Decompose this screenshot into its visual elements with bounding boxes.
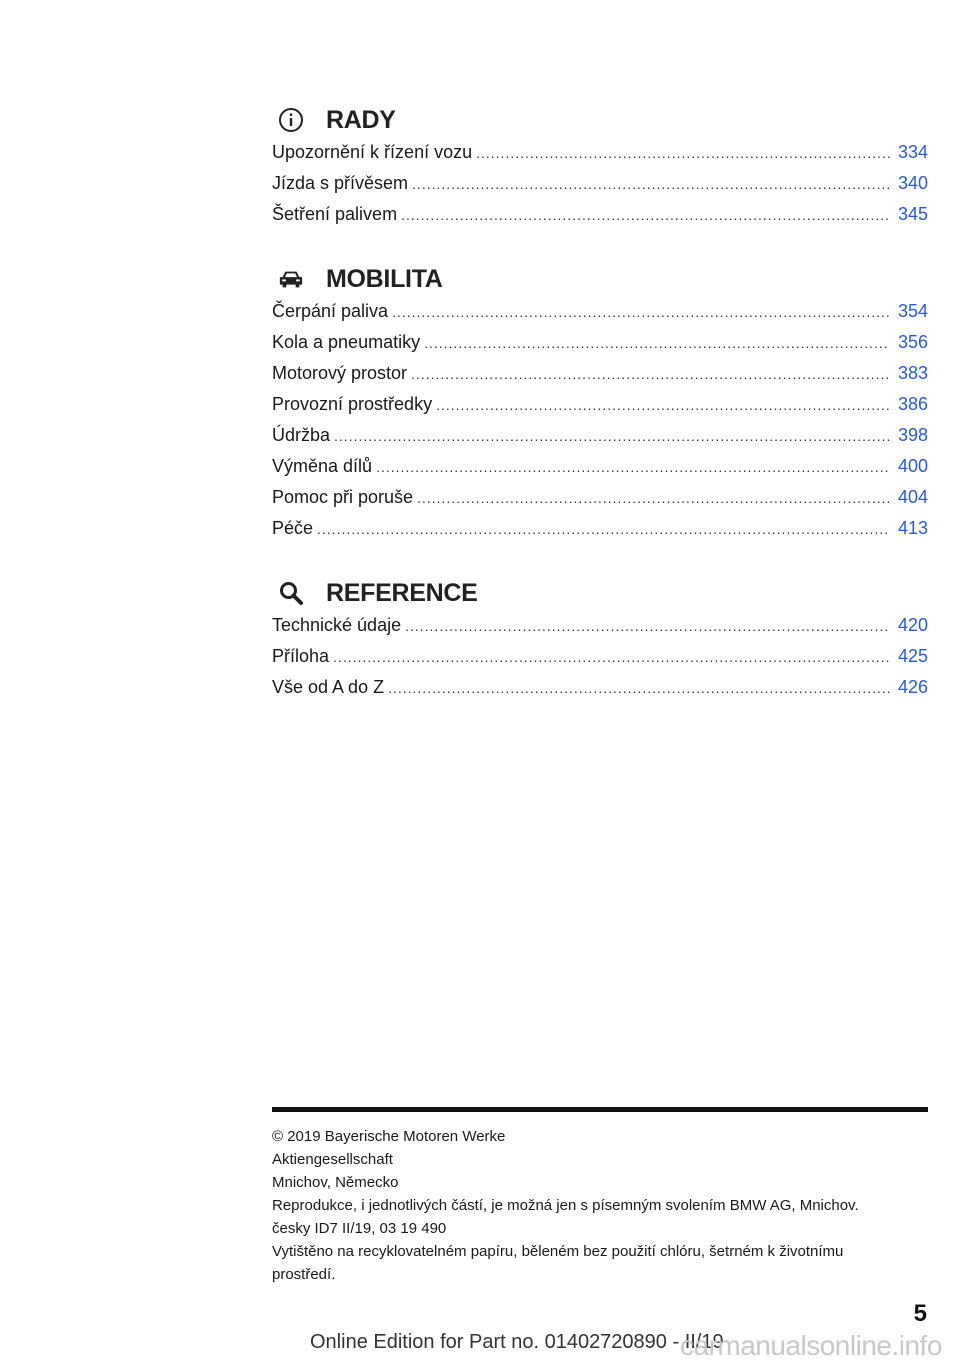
toc-entry[interactable] — [272, 363, 928, 394]
footer-edition: Online Edition for Part no. 01402720890 - II/19 — [310, 1331, 724, 1353]
toc-entry-page[interactable]: 426 — [897, 677, 928, 697]
dot-leader — [417, 490, 890, 506]
toc-entry-label: Šetření palivem — [272, 204, 398, 224]
toc-entry-label: Technické údaje — [272, 615, 402, 635]
page-number: 5 — [913, 1300, 927, 1327]
section-title: REFERENCE — [326, 578, 478, 607]
toc-entry-page[interactable]: 340 — [897, 173, 928, 193]
toc-entry-label: Údržba — [272, 425, 331, 445]
info-icon — [278, 107, 304, 133]
toc-entry-page[interactable]: 420 — [897, 615, 928, 635]
car-icon — [278, 266, 304, 292]
section-title: RADY — [326, 105, 396, 134]
dot-leader — [401, 207, 890, 223]
section-heading — [272, 100, 928, 140]
toc-entry[interactable] — [272, 173, 928, 204]
toc-entry[interactable] — [272, 394, 928, 425]
section-rady — [272, 100, 928, 235]
toc-entry-label: Péče — [272, 518, 314, 538]
toc-entry-label: Výměna dílů — [272, 456, 373, 476]
toc-entry-page[interactable]: 400 — [897, 456, 928, 476]
toc-entry-label: Pomoc při poruše — [272, 487, 414, 507]
toc-entry-label: Motorový prostor — [272, 363, 408, 383]
toc-entry[interactable] — [272, 518, 928, 549]
toc-entry-label: Příloha — [272, 646, 330, 666]
toc-entry-page[interactable]: 386 — [897, 394, 928, 414]
dot-leader — [376, 459, 890, 475]
toc-entry[interactable] — [272, 301, 928, 332]
toc-entry-page[interactable]: 354 — [897, 301, 928, 321]
dot-leader — [388, 680, 890, 696]
toc-entry-label: Čerpání paliva — [272, 301, 389, 321]
toc-entry-page[interactable]: 356 — [897, 332, 928, 352]
imprint-line: prostředí. — [272, 1266, 336, 1283]
toc-entry[interactable] — [272, 425, 928, 456]
toc-entry-page[interactable]: 413 — [897, 518, 928, 538]
dot-leader — [334, 428, 890, 444]
imprint-line: Reprodukce, i jednotlivých částí, je možná jen s písemným svolením BMW AG, Mnichov. — [272, 1197, 859, 1214]
toc-entry[interactable] — [272, 142, 928, 173]
toc-entry-label: Jízda s přívěsem — [272, 173, 409, 193]
dot-leader — [476, 145, 890, 161]
imprint-line: Aktiengesellschaft — [272, 1151, 393, 1168]
toc-entry[interactable] — [272, 332, 928, 363]
dot-leader — [405, 618, 890, 634]
section-heading — [272, 573, 928, 613]
imprint-line: česky ID7 II/19, 03 19 490 — [272, 1220, 447, 1237]
section-reference — [272, 573, 928, 708]
section-title: MOBILITA — [326, 264, 443, 293]
dot-leader — [424, 335, 890, 351]
dot-leader — [333, 649, 890, 665]
toc-entry[interactable] — [272, 615, 928, 646]
dot-leader — [411, 366, 890, 382]
toc-entry[interactable] — [272, 204, 928, 235]
dot-leader — [392, 304, 890, 320]
section-mobilita — [272, 259, 928, 549]
watermark: carmanualsonline.info — [680, 1330, 942, 1361]
toc-entry-label: Vše od A do Z — [272, 677, 385, 697]
toc-entry-page[interactable]: 398 — [897, 425, 928, 445]
search-icon — [278, 580, 304, 606]
toc-entry-page[interactable]: 345 — [897, 204, 928, 224]
section-heading — [272, 259, 928, 299]
toc-entry-page[interactable]: 334 — [897, 142, 928, 162]
toc-entry[interactable] — [272, 677, 928, 708]
table-of-contents — [272, 100, 928, 732]
dot-leader — [317, 521, 890, 537]
toc-entry[interactable] — [272, 646, 928, 677]
toc-entry[interactable] — [272, 487, 928, 518]
divider — [272, 1107, 928, 1112]
toc-entry[interactable] — [272, 456, 928, 487]
toc-entry-label: Upozornění k řízení vozu — [272, 142, 473, 162]
toc-entry-label: Provozní prostředky — [272, 394, 433, 414]
imprint-line: Vytištěno na recyklovatelném papíru, běleném bez použití chlóru, šetrném k životnímu — [272, 1243, 844, 1260]
imprint-line: © 2019 Bayerische Motoren Werke — [272, 1128, 506, 1145]
dot-leader — [412, 176, 890, 192]
toc-entry-page[interactable]: 383 — [897, 363, 928, 383]
imprint-line: Mnichov, Německo — [272, 1174, 399, 1191]
dot-leader — [436, 397, 890, 413]
toc-entry-label: Kola a pneumatiky — [272, 332, 421, 352]
toc-entry-page[interactable]: 404 — [897, 487, 928, 507]
imprint — [272, 1125, 928, 1286]
toc-entry-page[interactable]: 425 — [897, 646, 928, 666]
